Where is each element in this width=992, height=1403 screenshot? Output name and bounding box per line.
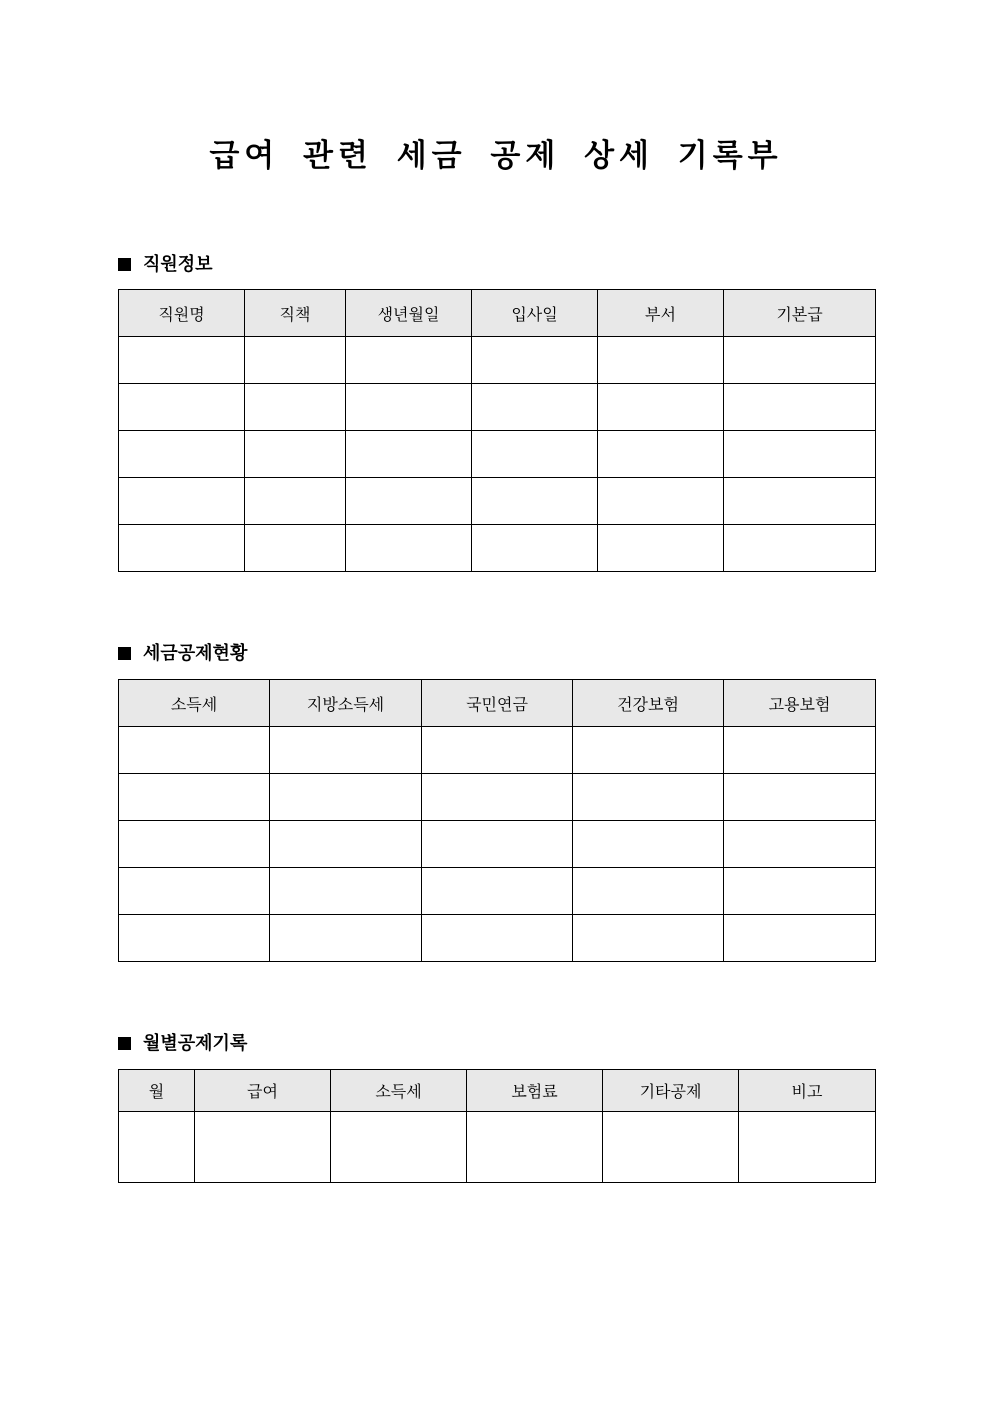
table-cell[interactable] — [245, 525, 346, 572]
section-heading-label: 직원정보 — [143, 254, 213, 275]
column-header-base-salary: 기본급 — [724, 290, 876, 337]
section-heading-monthly-record — [118, 1032, 247, 1056]
table-cell[interactable] — [472, 478, 598, 525]
table-cell[interactable] — [245, 337, 346, 384]
table-cell[interactable] — [472, 384, 598, 431]
table-row — [119, 868, 876, 915]
column-header-hire-date: 입사일 — [472, 290, 598, 337]
table-cell[interactable] — [724, 431, 876, 478]
table-row — [119, 774, 876, 821]
column-header-birth-date: 생년월일 — [346, 290, 472, 337]
table-cell[interactable] — [422, 727, 573, 774]
table-cell[interactable] — [331, 1112, 467, 1183]
table-cell[interactable] — [422, 774, 573, 821]
table-cell[interactable] — [346, 337, 472, 384]
table-cell[interactable] — [346, 431, 472, 478]
column-header-insurance-premium: 보험료 — [467, 1070, 603, 1112]
table-cell[interactable] — [472, 525, 598, 572]
table-row — [119, 337, 876, 384]
column-header-month: 월 — [119, 1070, 195, 1112]
column-header-position: 직책 — [245, 290, 346, 337]
table-cell[interactable] — [119, 1112, 195, 1183]
table-cell[interactable] — [270, 821, 422, 868]
table-cell[interactable] — [119, 478, 245, 525]
table-cell[interactable] — [119, 915, 270, 962]
table-cell[interactable] — [119, 384, 245, 431]
table-cell[interactable] — [603, 1112, 739, 1183]
table-cell[interactable] — [119, 774, 270, 821]
table-cell[interactable] — [119, 868, 270, 915]
table-row — [119, 821, 876, 868]
column-header-remarks: 비고 — [739, 1070, 876, 1112]
table-cell[interactable] — [724, 525, 876, 572]
table-header-row — [119, 290, 876, 337]
column-header-health-insurance: 건강보험 — [573, 680, 724, 727]
column-header-other-deduction: 기타공제 — [603, 1070, 739, 1112]
table-row — [119, 727, 876, 774]
table-row — [119, 1112, 876, 1183]
table-cell[interactable] — [724, 337, 876, 384]
table-cell[interactable] — [739, 1112, 876, 1183]
table-cell[interactable] — [724, 727, 876, 774]
table-cell[interactable] — [472, 337, 598, 384]
table-cell[interactable] — [724, 821, 876, 868]
table-cell[interactable] — [472, 431, 598, 478]
column-header-local-income-tax: 지방소득세 — [270, 680, 422, 727]
table-cell[interactable] — [573, 821, 724, 868]
section-heading-label: 세금공제현황 — [143, 643, 248, 664]
table-cell[interactable] — [119, 431, 245, 478]
table-cell[interactable] — [119, 727, 270, 774]
employee-info-table — [118, 289, 876, 572]
table-cell[interactable] — [245, 478, 346, 525]
table-cell[interactable] — [598, 337, 724, 384]
column-header-employment-insurance: 고용보험 — [724, 680, 876, 727]
table-cell[interactable] — [724, 915, 876, 962]
table-cell[interactable] — [573, 727, 724, 774]
table-cell[interactable] — [422, 868, 573, 915]
table-cell[interactable] — [270, 915, 422, 962]
section-heading-tax-deduction — [118, 642, 247, 666]
table-row — [119, 915, 876, 962]
table-cell[interactable] — [598, 478, 724, 525]
square-bullet-icon — [118, 1037, 131, 1050]
square-bullet-icon — [118, 258, 131, 271]
table-cell[interactable] — [119, 525, 245, 572]
table-row — [119, 384, 876, 431]
column-header-employee-name: 직원명 — [119, 290, 245, 337]
table-cell[interactable] — [270, 727, 422, 774]
table-row — [119, 478, 876, 525]
column-header-salary: 급여 — [195, 1070, 331, 1112]
section-heading-employee-info — [118, 253, 213, 277]
table-cell[interactable] — [119, 821, 270, 868]
table-cell[interactable] — [573, 915, 724, 962]
table-cell[interactable] — [598, 431, 724, 478]
table-cell[interactable] — [346, 478, 472, 525]
table-cell[interactable] — [195, 1112, 331, 1183]
table-header-row — [119, 1070, 876, 1112]
table-cell[interactable] — [573, 868, 724, 915]
page-title: 급여 관련 세금 공제 상세 기록부 — [209, 138, 783, 174]
table-cell[interactable] — [598, 525, 724, 572]
table-cell[interactable] — [598, 384, 724, 431]
table-cell[interactable] — [422, 915, 573, 962]
table-cell[interactable] — [346, 525, 472, 572]
tax-deduction-table — [118, 679, 876, 962]
monthly-deduction-table — [118, 1069, 876, 1183]
table-cell[interactable] — [724, 868, 876, 915]
table-cell[interactable] — [724, 384, 876, 431]
table-cell[interactable] — [724, 478, 876, 525]
column-header-income-tax: 소득세 — [331, 1070, 467, 1112]
table-cell[interactable] — [245, 431, 346, 478]
table-cell[interactable] — [346, 384, 472, 431]
table-row — [119, 431, 876, 478]
section-heading-label: 월별공제기록 — [143, 1033, 248, 1054]
column-header-national-pension: 국민연금 — [422, 680, 573, 727]
table-header-row — [119, 680, 876, 727]
column-header-income-tax: 소득세 — [119, 680, 270, 727]
table-cell[interactable] — [245, 384, 346, 431]
table-cell[interactable] — [270, 774, 422, 821]
table-cell[interactable] — [119, 337, 245, 384]
table-cell[interactable] — [573, 774, 724, 821]
table-cell[interactable] — [724, 774, 876, 821]
square-bullet-icon — [118, 647, 131, 660]
table-cell[interactable] — [270, 868, 422, 915]
table-cell[interactable] — [422, 821, 573, 868]
table-row — [119, 525, 876, 572]
column-header-department: 부서 — [598, 290, 724, 337]
table-cell[interactable] — [467, 1112, 603, 1183]
